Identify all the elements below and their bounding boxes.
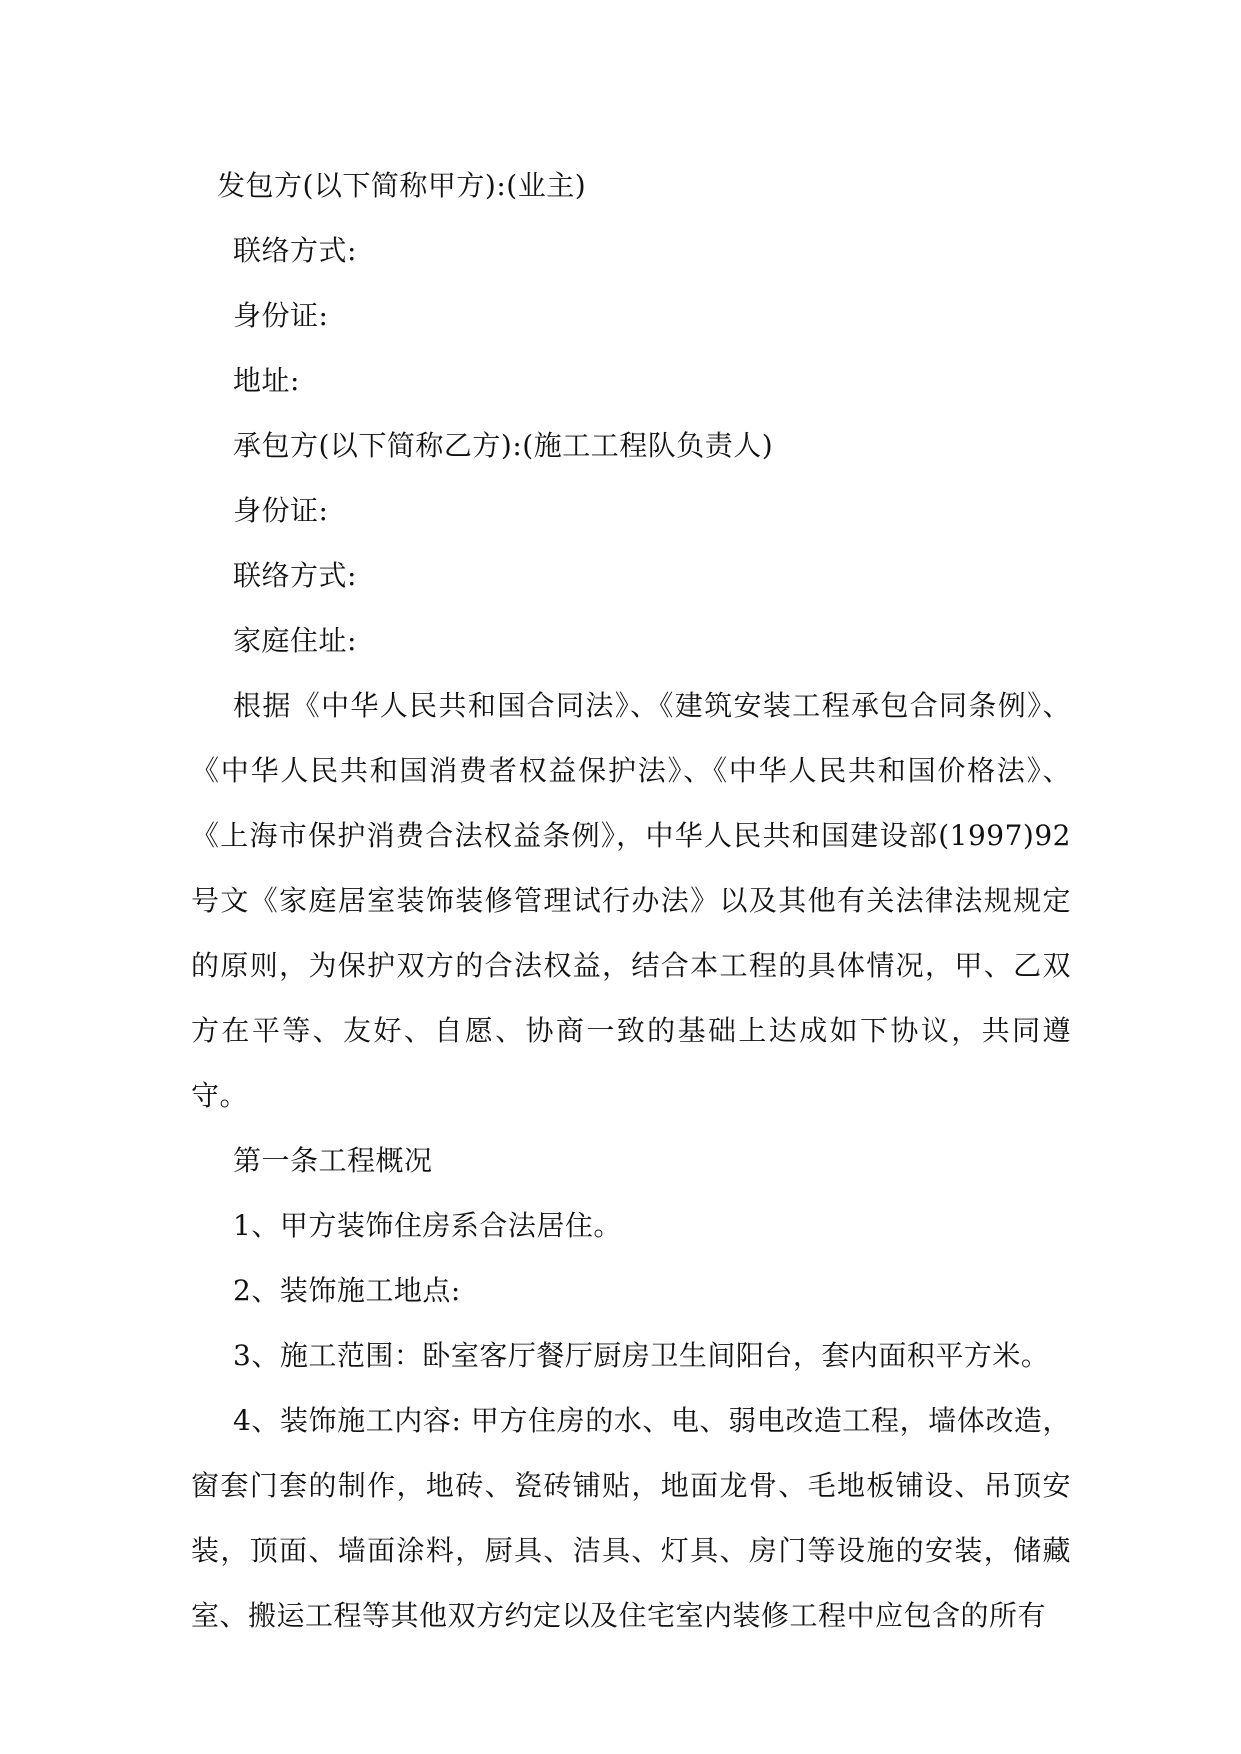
article-one-heading: 第一条工程概况: [233, 1144, 433, 1177]
clause-3: 3、施工范围：卧室客厅餐厅厨房卫生间阳台，套内面积平方米。: [233, 1339, 1050, 1372]
party-a-heading: 发包方(以下简称甲方):(业主): [217, 169, 587, 202]
party-a-id: 身份证:: [233, 299, 329, 332]
party-b-id: 身份证:: [233, 494, 329, 527]
party-b-contact: 联络方式:: [233, 559, 357, 592]
clause-4: 4、装饰施工内容: 甲方住房的水、电、弱电改造工程，墙体改造，窗套门套的制作，地砖、瓷砖铺贴，地面龙骨、毛地板铺设、吊顶安装，顶面、墙面涂料，厨具、洁具、灯具、房门等设施的安装，储藏室、搬运工程等其他双方约定以及住宅室内装修工程中应包含的所有: [191, 1404, 1071, 1632]
party-a-address: 地址:: [233, 364, 300, 397]
party-a-contact: 联络方式:: [233, 234, 357, 267]
clause-1: 1、甲方装饰住房系合法居住。: [233, 1209, 622, 1242]
document-body: [191, 153, 1071, 1648]
clause-2: 2、装饰施工地点:: [233, 1274, 461, 1307]
party-b-home-address: 家庭住址:: [233, 624, 357, 657]
legal-basis-paragraph: 根据《中华人民共和国合同法》、《建筑安装工程承包合同条例》、《中华人民共和国消费者权益保护法》、《中华人民共和国价格法》、《上海市保护消费合法权益条例》，中华人民共和国建设部(1997)92号文《家庭居室装饰装修管理试行办法》以及其他有关法律法规规定的原则，为保护双方的合法权益，结合本工程的具体情况，甲、乙双方在平等、友好、自愿、协商一致的基础上达成如下协议，共同遵守。: [191, 689, 1071, 1112]
party-b-heading: 承包方(以下简称乙方):(施工工程队负责人): [233, 429, 774, 462]
